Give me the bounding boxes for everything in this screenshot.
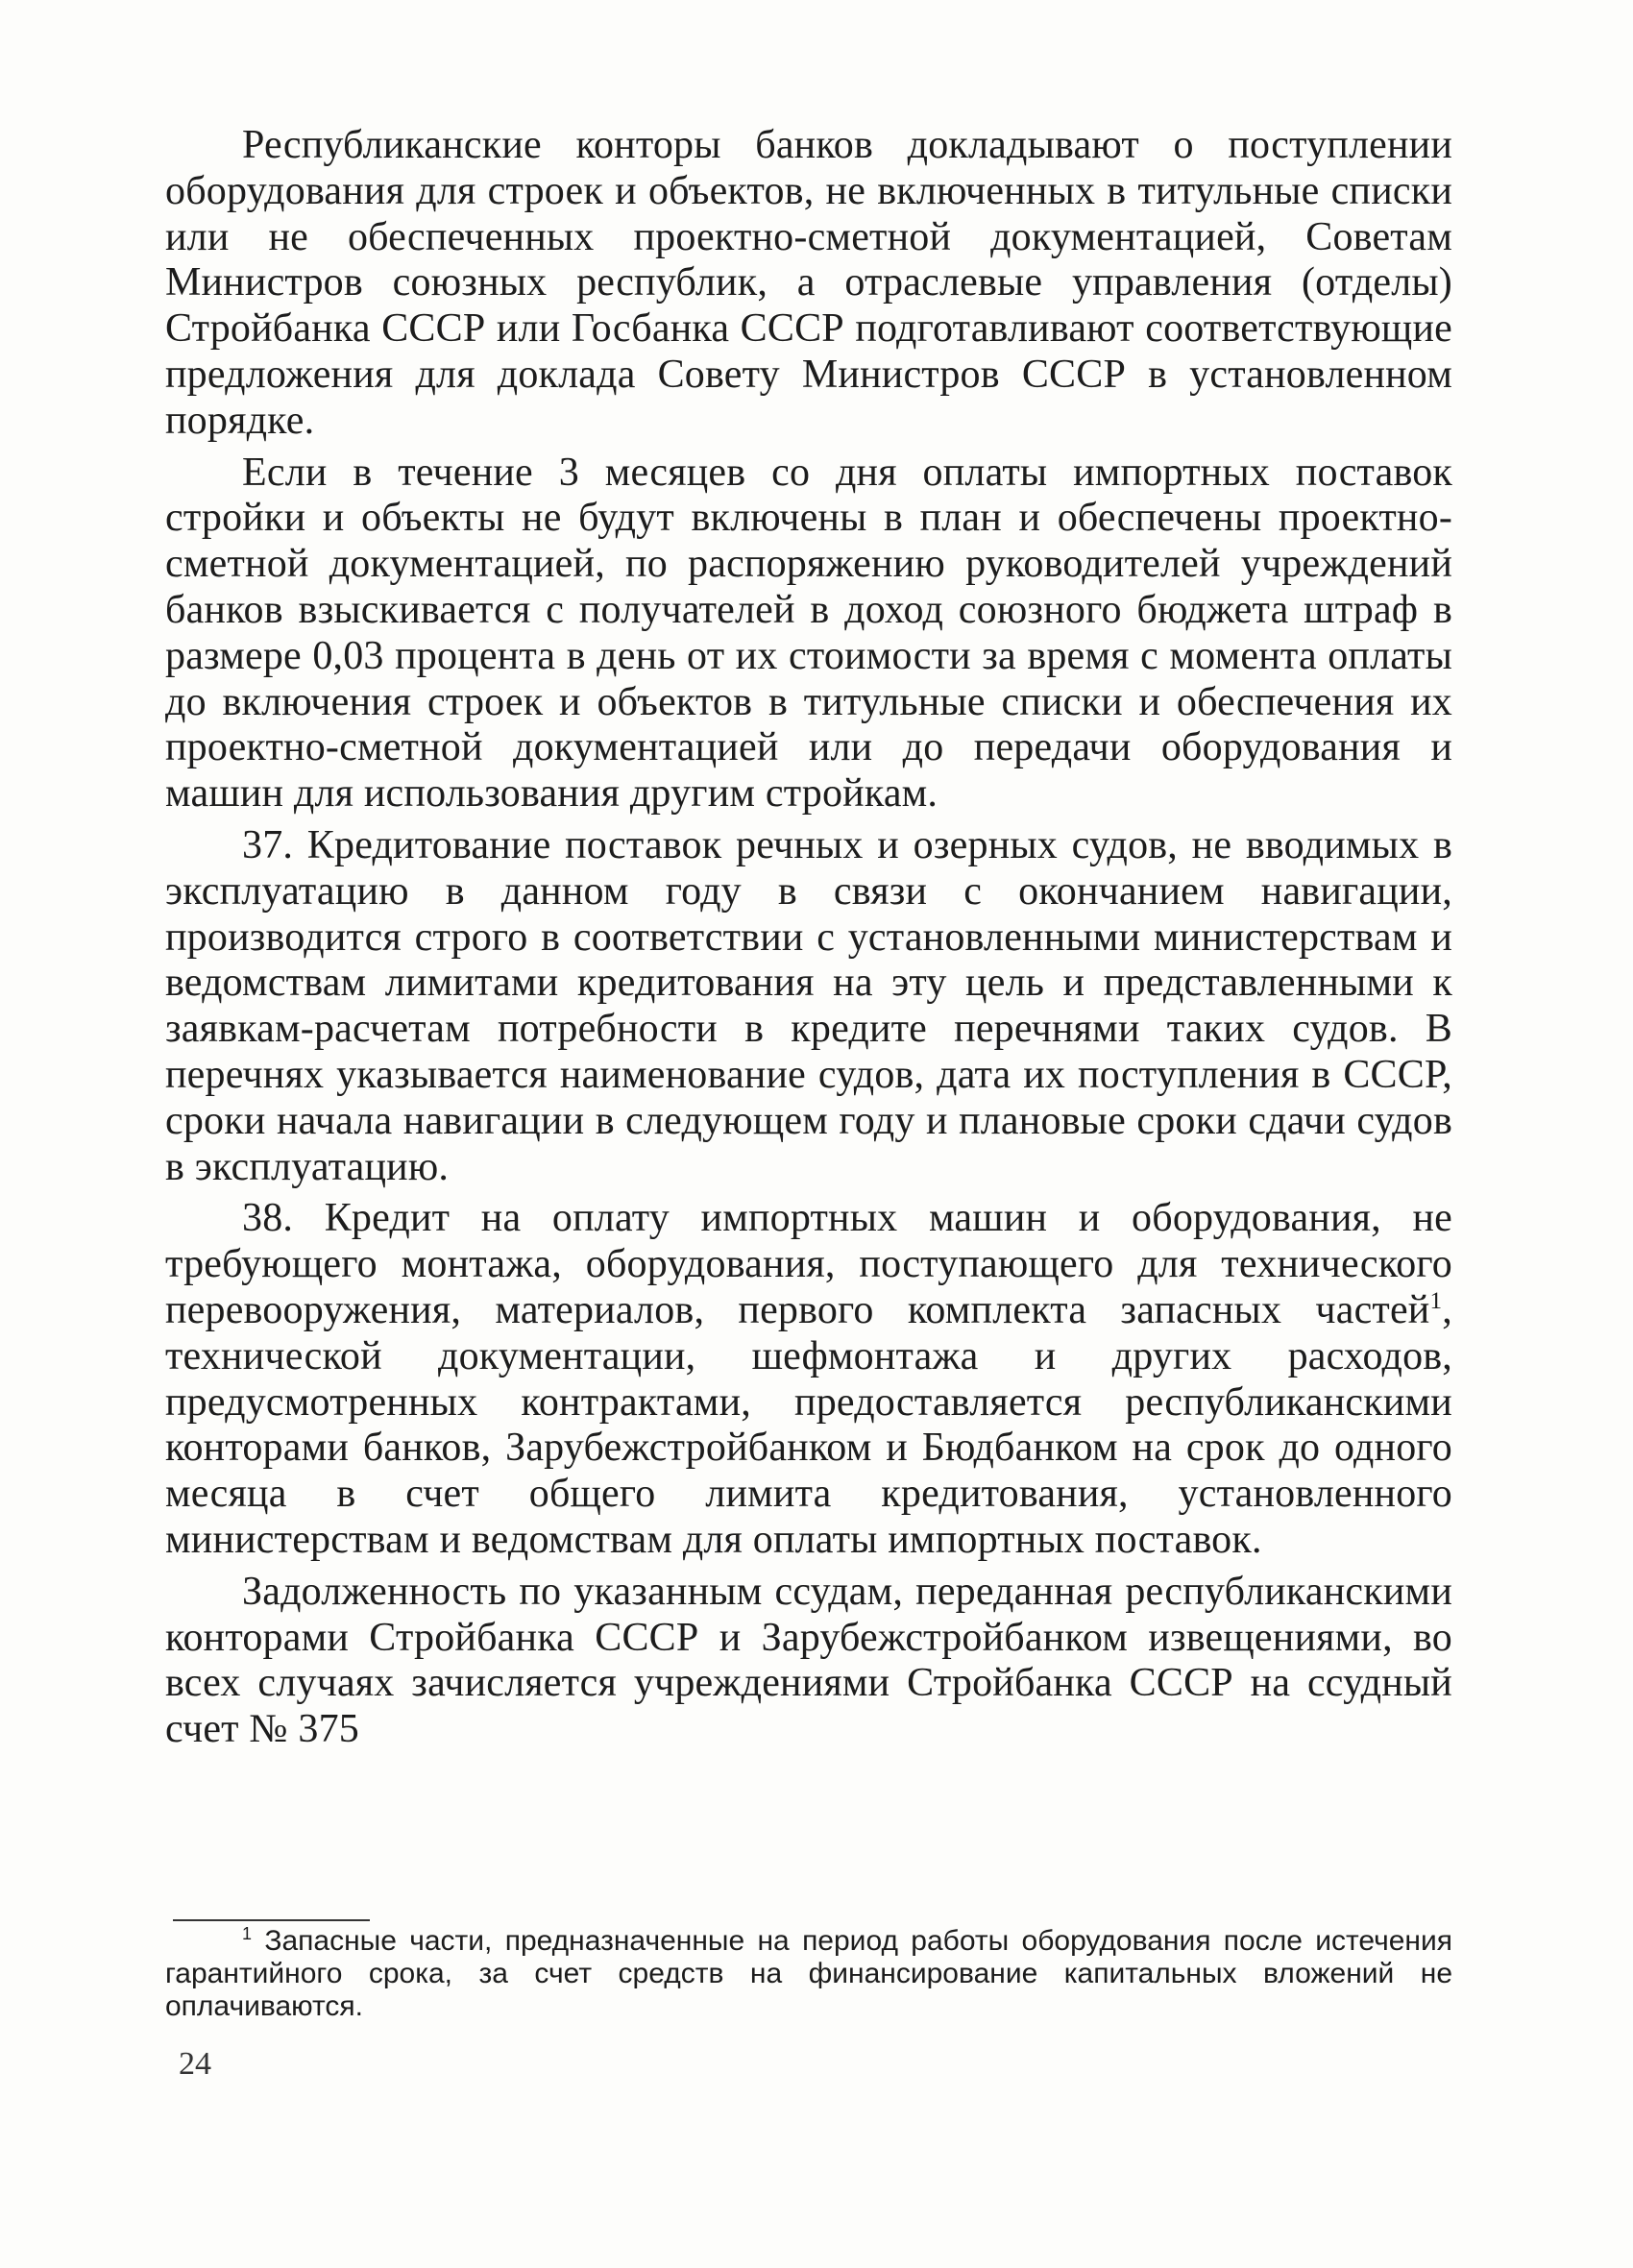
paragraph-debt: Задолженность по указанным ссудам, переданная республиканскими конторами Стройбанка СССР и Зарубежстройбанком извещениями, во всех случаях зачисляется учреждениями Стройбанка СССР на ссудный счет № 375: [165, 1569, 1452, 1752]
footnote-reference: 1: [1429, 1287, 1443, 1314]
footnote: [165, 1925, 1452, 2023]
paragraph-37-ships: 37. Кредитование поставок речных и озерных судов, не вводимых в эксплуатацию в данном году в связи с окончанием навигации, производится строго в соответствии с установленными министерствам и ведомствам лимитами кредитования на эту цель и представленными к заявкам-расчетам потребности в кредите перечнями таких судов. В перечнях указывается наименование судов, дата их поступления в СССР, сроки начала навигации в следующем году и плановые сроки сдачи судов в эксплуатацию.: [165, 822, 1452, 1189]
paragraph-reporting: Республиканские конторы банков докладывают о поступлении оборудования для строек и объектов, не включенных в титульные списки или не обеспеченных проектно-сметной документацией, Советам Министров союзных республик, а отраслевые управления (отделы) Стройбанка СССР или Госбанка СССР подготавливают соответствующие предложения для доклада Совету Министров СССР в установленном порядке.: [165, 123, 1452, 443]
paragraph-penalty: Если в течение 3 месяцев со дня оплаты импортных поставок стройки и объекты не будут включены в план и обеспечены проектно-сметной документацией, по распоряжению руководителей учреждений банков взыскивается с получателей в доход союзного бюджета штраф в размере 0,03 процента в день от их стоимости за время с момента оплаты до включения строек и объектов в титульные списки и обеспечения их проектно-сметной документацией или до передачи оборудования и машин для использования другим стройкам.: [165, 450, 1452, 817]
footnote-text: Запасные части, предназначенные на период работы оборудования после истечения гарантийного срока, за счет средств на финансирование капитальных вложений не оплачиваются.: [165, 1925, 1452, 2022]
paragraph-38-text-end: , технической документации, шефмонтажа и других расходов, предусмотренных контрактами, предоставляется республиканскими конторами банков, Зарубежстройбанком и Бюдбанком на срок до одного месяца в счет общего лимита кредитования, установленного министерствам и ведомствам для оплаты импортных поставок.: [165, 1287, 1452, 1562]
paragraph-38-text-start: 38. Кредит на оплату импортных машин и оборудования, не требующего монтажа, оборудования, поступающего для технического перевооружения, материалов, первого комплекта запасных частей: [165, 1196, 1452, 1332]
footnote-mark: 1: [242, 1924, 253, 1943]
paragraph-38-credit: [165, 1196, 1452, 1563]
footnote-divider: [173, 1919, 370, 1921]
body-text: [165, 123, 1452, 1753]
page-number: 24: [179, 2046, 211, 2082]
